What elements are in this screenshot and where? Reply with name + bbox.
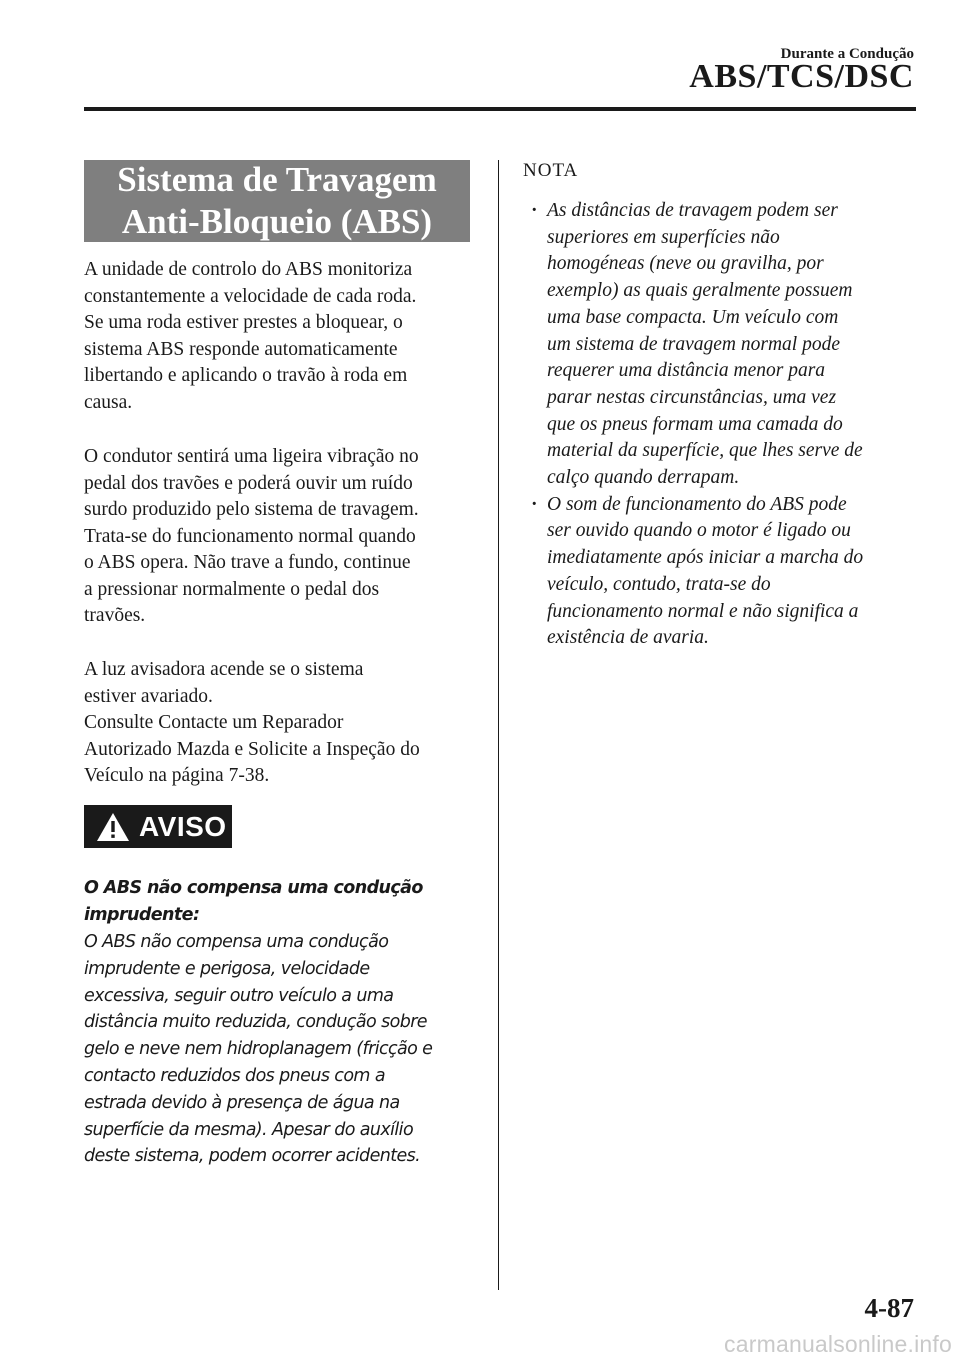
watermark: carmanualsonline.info: [724, 1331, 952, 1357]
text-line: imprudente:: [84, 904, 200, 925]
section-title-line-2: Anti-Bloqueio (ABS): [121, 202, 433, 241]
text-line: A unidade de controlo do ABS monitoriza: [84, 259, 413, 280]
text-line: que os pneus formam uma camada do: [547, 413, 843, 435]
text-line: Consulte Contacte um Reparador: [84, 712, 344, 733]
paragraph-pedal-vibration: [84, 444, 474, 630]
text-line: travões.: [84, 605, 146, 626]
note-item: [523, 198, 923, 492]
text-line: um sistema de travagem normal pode: [547, 333, 841, 355]
text-line: As distâncias de travagem podem ser: [547, 200, 838, 221]
note-item: [523, 492, 923, 652]
text-line: requerer uma distância menor para: [547, 360, 826, 382]
text-line: A luz avisadora acende se o sistema: [84, 659, 364, 680]
warning-triangle-icon: [96, 812, 130, 842]
note-list: [523, 198, 923, 652]
text-line: libertando e aplicando o travão à roda em: [84, 365, 408, 386]
text-line: funcionamento normal e não significa a: [547, 600, 859, 622]
section-title-box: [84, 160, 470, 242]
text-line: contacto reduzidos dos pneus com a: [84, 1065, 385, 1086]
header-rule: [84, 107, 916, 111]
text-line: excessiva, seguir outro veículo a uma: [84, 985, 394, 1006]
running-header-section: Durante a Condução: [780, 46, 914, 62]
text-line: veículo, contudo, trata-se do: [547, 573, 771, 595]
warning-body: [84, 929, 484, 1170]
text-line: O som de funcionamento do ABS pode: [547, 493, 847, 515]
text-line: superfície da mesma). Apesar do auxílio: [84, 1119, 414, 1140]
text-line: causa.: [84, 391, 133, 413]
text-line: estiver avariado.: [84, 685, 213, 707]
text-line: calço quando derrapam.: [547, 467, 740, 489]
text-line: uma base compacta. Um veículo com: [547, 306, 839, 328]
running-header-title: ABS/TCS/DSC: [689, 58, 914, 95]
text-line: Trata-se do funcionamento normal quando: [84, 525, 416, 547]
text-line: gelo e neve nem hidroplanagem (fricção e: [84, 1039, 433, 1060]
paragraph-warning-light: [84, 657, 474, 790]
text-line: o ABS opera. Não trave a fundo, continue: [84, 552, 411, 573]
text-line: ser ouvido quando o motor é ligado ou: [547, 520, 851, 542]
warning-badge: [84, 805, 232, 848]
text-line: Se uma roda estiver prestes a bloquear, o: [84, 312, 403, 333]
text-line: constantemente a velocidade de cada roda.: [84, 285, 417, 307]
text-line: existência de avaria.: [547, 627, 709, 649]
warning-heading: [84, 875, 484, 929]
page-reference-link[interactable]: Veículo na página 7-38.: [84, 765, 270, 786]
text-line: Autorizado Mazda e Solicite a Inspeção do: [84, 738, 420, 760]
column-divider: [498, 160, 499, 1290]
text-line: estrada devido à presença de água na: [84, 1092, 400, 1113]
text-line: surdo produzido pelo sistema de travagem.: [84, 499, 419, 520]
text-line: O ABS não compensa uma condução: [84, 878, 423, 898]
text-line: homogéneas (neve ou gravilha, por: [547, 253, 824, 275]
text-line: O ABS não compensa uma condução: [84, 932, 389, 952]
section-title-line-1: Sistema de Travagem: [117, 160, 437, 199]
text-line: material da superfície, que lhes serve de: [547, 440, 863, 462]
text-line: imediatamente após iniciar a marcha do: [547, 547, 864, 569]
text-line: exemplo) as quais geralmente possuem: [547, 280, 853, 302]
text-line: a pressionar normalmente o pedal dos: [84, 578, 380, 600]
text-line: sistema ABS responde automaticamente: [84, 338, 398, 360]
bullet: ·: [531, 493, 538, 515]
text-line: parar nestas circunstâncias, uma vez: [547, 386, 837, 408]
text-line: deste sistema, podem ocorrer acidentes.: [84, 1146, 421, 1167]
text-line: superiores em superfícies não: [547, 226, 780, 248]
note-heading: NOTA: [523, 160, 579, 181]
page-number: 4-87: [864, 1293, 914, 1323]
text-line: O condutor sentirá uma ligeira vibração no: [84, 446, 419, 467]
paragraph-abs-operation: [84, 257, 474, 416]
text-line: distância muito reduzida, condução sobre: [84, 1012, 427, 1033]
text-line: imprudente e perigosa, velocidade: [84, 958, 370, 979]
text-line: pedal dos travões e poderá ouvir um ruído: [84, 472, 413, 494]
warning-label: AVISO: [139, 810, 227, 842]
bullet: ·: [531, 200, 538, 221]
